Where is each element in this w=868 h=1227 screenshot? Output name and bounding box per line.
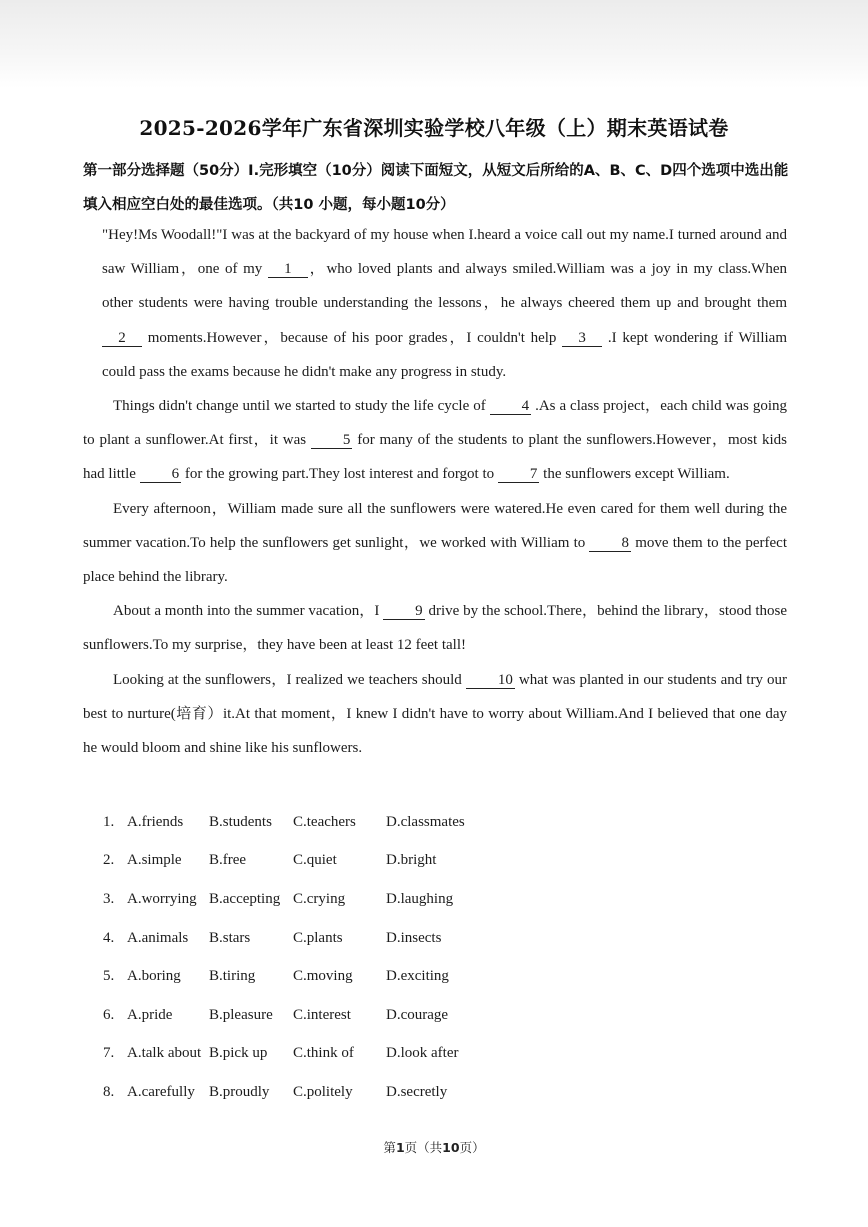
passage-text: ，who loved plants and always smiled.William was a joy in my class.When other students were having trouble understanding the lessons，he always cheered them up and brought them	[102, 261, 787, 312]
option-d: D.bright	[386, 852, 437, 869]
footer-text: 页）	[459, 1140, 485, 1155]
blank-8: 8	[589, 535, 631, 552]
option-c: C.moving	[293, 968, 353, 985]
passage-text: for the growing part.They lost interest and forgot to	[181, 466, 498, 483]
option-c: C.crying	[293, 890, 346, 907]
option-c: C.interest	[293, 1006, 351, 1023]
question-number: 2.	[103, 852, 115, 869]
option-row	[103, 842, 603, 881]
current-page-number: 1	[395, 1140, 405, 1155]
passage-text: for many of the students to plant the sunflowers.However，most kids had little	[83, 432, 787, 483]
option-a: A.boring	[127, 968, 181, 985]
option-a: A.animals	[127, 929, 189, 946]
question-number: 7.	[103, 1045, 115, 1062]
passage-text: .As a class project，each child was going to plant a sunflower.At first，it was	[83, 398, 788, 449]
cloze-passage	[83, 218, 787, 765]
option-row	[103, 803, 603, 842]
blank-3: 3	[562, 330, 602, 347]
passage-text: what was planted in our students and try our best to nurture(培育）it.At that moment，I knew I didn't have to worry about William.And I believed that one day he would bloom and shine like his sunflowers.	[83, 671, 788, 757]
passage-paragraph-4	[83, 594, 787, 662]
option-b: B.students	[209, 813, 272, 830]
blank-4: 4	[490, 398, 532, 415]
option-a: A.friends	[127, 813, 184, 830]
blank-10: 10	[466, 672, 515, 689]
option-c: C.politely	[293, 1083, 353, 1100]
option-b: B.pleasure	[209, 1006, 273, 1023]
passage-text: the sunflowers except William.	[539, 466, 730, 483]
blank-2: 2	[102, 330, 142, 347]
option-c: C.teachers	[293, 813, 356, 830]
option-b: B.free	[209, 852, 247, 869]
option-a: A.pride	[127, 1006, 173, 1023]
passage-text: move them to the perfect place behind the library.	[83, 534, 787, 586]
option-a: A.simple	[127, 852, 182, 869]
option-d: D.classmates	[386, 813, 465, 830]
passage-text: Looking at the sunflowers，I realized we teachers should	[113, 671, 466, 688]
option-c: C.think of	[293, 1045, 354, 1062]
passage-text: moments.However，because of his poor grades，I couldn't help	[142, 329, 563, 346]
question-number: 1.	[103, 813, 115, 830]
blank-6: 6	[140, 466, 182, 483]
footer-text: 第	[383, 1140, 396, 1155]
option-d: D.insects	[386, 929, 442, 946]
passage-text: Things didn't change until we started to study the life cycle of	[113, 398, 490, 415]
option-a: A.worrying	[127, 890, 197, 907]
total-page-count: 10	[442, 1140, 460, 1155]
question-number: 4.	[103, 929, 115, 946]
option-d: D.exciting	[386, 968, 449, 985]
option-c: C.plants	[293, 929, 343, 946]
option-a: A.talk about	[127, 1045, 202, 1062]
option-b: B.accepting	[209, 890, 281, 907]
scan-header-shade	[0, 0, 868, 88]
passage-text: "Hey!Ms Woodall!"I was at the backyard of my house when I.heard a voice call out my name.I turned around and saw William，one of my	[102, 227, 787, 278]
footer-text: 页（共	[404, 1140, 443, 1155]
option-d: D.look after	[386, 1045, 459, 1062]
passage-text: Every afternoon，William made sure all the sunflowers were watered.He even cared for them well during the summer vacation.To help the sunflowers get sunlight，we worked with William to	[83, 500, 787, 551]
blank-9: 9	[383, 603, 425, 620]
option-row	[103, 1035, 603, 1074]
option-row	[103, 996, 603, 1035]
question-number: 5.	[103, 968, 115, 985]
question-number: 6.	[103, 1006, 115, 1023]
section-instructions: 第一部分选择题（50分）Ⅰ.完形填空（10分）阅读下面短文，从短文后所给的A、B、C、D四个选项中选出能填入相应空白处的最佳选项。（共10 小题，每小题10分）	[83, 163, 789, 213]
option-b: B.stars	[209, 929, 251, 946]
option-row	[103, 919, 603, 958]
option-b: B.proudly	[209, 1083, 270, 1100]
question-number: 8.	[103, 1083, 115, 1100]
option-b: B.tiring	[209, 968, 256, 985]
passage-paragraph-3	[83, 492, 787, 595]
passage-paragraph-5	[83, 663, 787, 766]
option-d: D.secretly	[386, 1083, 448, 1100]
option-d: D.laughing	[386, 890, 454, 907]
blank-5: 5	[311, 432, 353, 449]
page-footer	[0, 1138, 868, 1156]
passage-paragraph-1	[83, 218, 787, 389]
passage-paragraph-2	[83, 389, 787, 492]
option-c: C.quiet	[293, 852, 337, 869]
option-row	[103, 880, 603, 919]
blank-7: 7	[498, 466, 540, 483]
option-row	[103, 1073, 603, 1112]
option-a: A.carefully	[127, 1083, 195, 1100]
option-row	[103, 957, 603, 996]
blank-1: 1	[268, 261, 308, 278]
passage-text: drive by the school.There，behind the library，stood those sunflowers.To my surprise，they have been at least 12 feet tall!	[83, 603, 787, 654]
answer-options	[103, 803, 603, 1112]
exam-title: 2025-2026学年广东省深圳实验学校八年级（上）期末英语试卷	[139, 116, 729, 140]
passage-text: .I kept wondering if William could pass the exams because he didn't make any progress in study.	[102, 329, 787, 380]
option-b: B.pick up	[209, 1045, 268, 1062]
question-number: 3.	[103, 890, 115, 907]
option-d: D.courage	[386, 1006, 449, 1023]
passage-text: About a month into the summer vacation，I	[113, 603, 384, 620]
